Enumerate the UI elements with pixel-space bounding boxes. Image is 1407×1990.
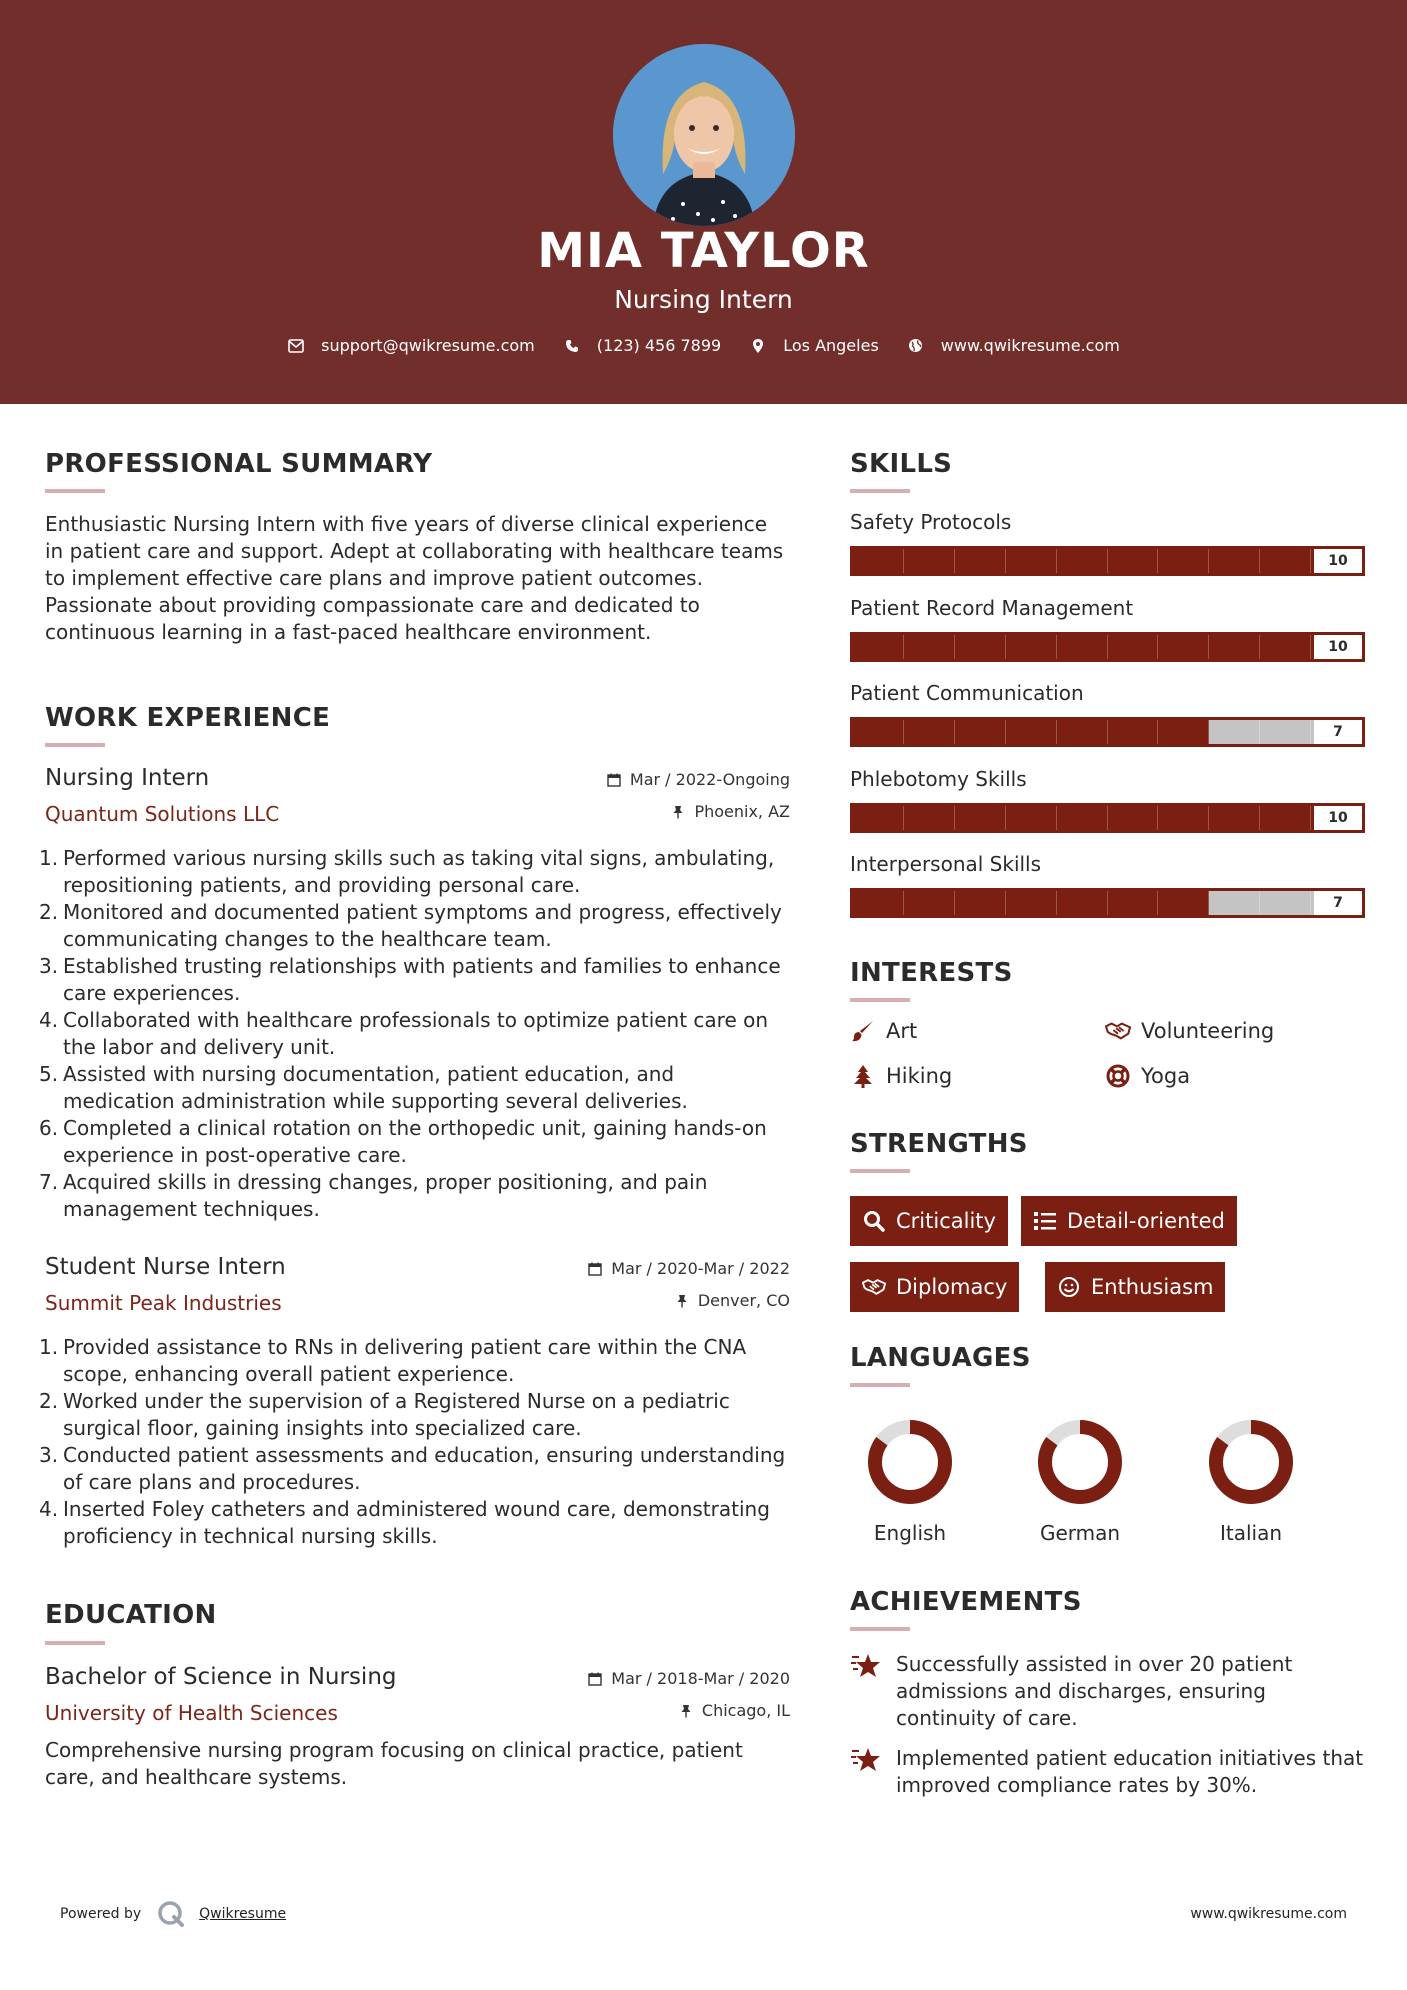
list-item: 4. Inserted Foley catheters and administered wound care, demonstrating proficiency in technical nursing skills. [39, 1497, 770, 1548]
job-date [606, 770, 790, 789]
skill-row [850, 595, 1365, 655]
interest-label: Hiking [886, 1064, 953, 1088]
skill-score: 10 [1314, 635, 1362, 659]
skill-name: Interpersonal Skills [850, 852, 1042, 876]
handshake-icon [1105, 1018, 1131, 1044]
contact-email[interactable] [287, 336, 535, 355]
education-entry [45, 1664, 790, 1794]
language-level-donut [865, 1417, 955, 1507]
list-item: 4. Collaborated with healthcare professionals to optimize patient care on the labor and delivery unit. [39, 1008, 769, 1059]
strength-badge [850, 1196, 1008, 1246]
avatar [613, 44, 795, 226]
skill-segment [1108, 720, 1159, 744]
skills-heading: SKILLS [850, 449, 953, 479]
list-item: 1. Provided assistance to RNs in delivering patient care within the CNA scope, enhancing overall patient experience. [39, 1335, 747, 1386]
job-entry [39, 1254, 790, 1554]
map-pin-icon [749, 337, 767, 355]
skill-segment [955, 806, 1006, 830]
list-item: 1. Performed various nursing skills such as taking vital signs, ambulating, repositioning patients, and providing personal care. [39, 846, 775, 897]
footer-website[interactable]: www.qwikresume.com [1190, 1906, 1347, 1922]
skill-level-bar [850, 546, 1365, 576]
section-divider [45, 489, 105, 493]
skill-row [850, 852, 1365, 911]
achievement-item [850, 1745, 1370, 1799]
skill-segment [1158, 720, 1209, 744]
skill-segment [955, 891, 1006, 915]
job-company: Quantum Solutions LLC [45, 802, 280, 826]
interest-label: Yoga [1141, 1064, 1191, 1088]
skill-segment [1006, 549, 1057, 573]
language-item [1186, 1417, 1316, 1545]
interest-label: Art [886, 1019, 918, 1043]
skill-row [850, 766, 1365, 826]
education-heading: EDUCATION [45, 1600, 217, 1630]
list-item: 2. Worked under the supervision of a Registered Nurse on a pediatric surgical floor, gaining insights into specialized care. [39, 1389, 730, 1440]
search-icon [862, 1209, 886, 1233]
contact-location [749, 336, 879, 355]
list-item: 3. Established trusting relationships with patients and families to enhance care experiences. [39, 954, 781, 1005]
skill-level-bar [850, 803, 1365, 833]
list-item: 6. Completed a clinical rotation on the orthopedic unit, gaining hands-on experience in post-operative care. [39, 1116, 767, 1167]
skill-level-bar [850, 632, 1365, 662]
skill-segment [1209, 635, 1260, 659]
strength-label: Enthusiasm [1091, 1275, 1214, 1299]
powered-by-label: Powered by [60, 1906, 142, 1922]
skill-segment [955, 635, 1006, 659]
smile-icon [1057, 1275, 1081, 1299]
skill-segment [853, 635, 904, 659]
skill-segment [1057, 806, 1108, 830]
job-date-text: Mar / 2022-Ongoing [629, 770, 790, 789]
skill-segment [1158, 549, 1209, 573]
contact-phone-text: (123) 456 7899 [596, 336, 722, 355]
strength-badge [1045, 1262, 1225, 1312]
skill-segment [1057, 549, 1108, 573]
job-date [587, 1259, 790, 1278]
languages-heading: LANGUAGES [850, 1343, 1031, 1373]
list-item: 3. Conducted patient assessments and education, ensuring understanding of care plans and procedures. [39, 1443, 786, 1494]
skill-segment [1006, 720, 1057, 744]
language-item [1015, 1417, 1145, 1545]
work-heading: WORK EXPERIENCE [45, 703, 331, 733]
achievement-text: Implemented patient education initiatives that improved compliance rates by 30%. [896, 1746, 1364, 1797]
section-divider [850, 1169, 910, 1173]
contact-location-text: Los Angeles [783, 336, 879, 355]
strengths-heading: STRENGTHS [850, 1129, 1028, 1159]
skill-segment [853, 720, 904, 744]
skill-segment [904, 891, 955, 915]
skill-row [850, 510, 1365, 569]
job-location-text: Denver, CO [697, 1291, 790, 1310]
qwikresume-link[interactable]: Qwikresume [199, 1906, 287, 1922]
section-divider [45, 743, 105, 747]
strength-badge [850, 1262, 1019, 1312]
skill-segment [1108, 891, 1159, 915]
skill-row [850, 681, 1365, 740]
job-date-text: Mar / 2020-Mar / 2022 [611, 1259, 790, 1278]
job-location [670, 802, 790, 821]
skill-segment [853, 806, 904, 830]
skill-segment [955, 720, 1006, 744]
calendar-icon [587, 1261, 603, 1277]
list-item: 5. Assisted with nursing documentation, patient education, and medication administration while supporting several deliveries. [39, 1062, 688, 1113]
skill-segment [853, 891, 904, 915]
skill-level-bar [850, 717, 1365, 747]
summary-text: Enthusiastic Nursing Intern with five years of diverse clinical experience in patient care and support. Adept at collaborating with healthcare teams to implement effective care plans and improve patient outcomes. Passionate about providing compassionate care and dedicated to continuous learning in a fast-paced healthcare environment. [45, 512, 784, 644]
contact-phone[interactable] [563, 336, 721, 355]
skill-segment [1057, 720, 1108, 744]
skill-segment [1260, 635, 1311, 659]
strength-badge [1021, 1196, 1237, 1246]
skill-segment [1209, 891, 1260, 915]
paintbrush-icon [850, 1018, 876, 1044]
language-level-donut [1035, 1417, 1125, 1507]
handshake-icon [862, 1275, 886, 1299]
section-divider [850, 1383, 910, 1387]
envelope-icon [287, 337, 305, 355]
calendar-icon [587, 1671, 603, 1687]
skill-level-bar [850, 888, 1365, 918]
skill-segment [1209, 720, 1260, 744]
education-location-text: Chicago, IL [701, 1701, 790, 1720]
education-date [587, 1669, 790, 1688]
skill-segment [1260, 806, 1311, 830]
interest-label: Volunteering [1141, 1019, 1275, 1043]
section-divider [45, 1641, 105, 1645]
candidate-role: Nursing Intern [614, 285, 793, 314]
resume-header [0, 0, 1407, 404]
skill-segment [1260, 891, 1311, 915]
contact-website-text: www.qwikresume.com [940, 336, 1120, 355]
interest-volunteering [1105, 1018, 1274, 1044]
interest-hiking [850, 1063, 952, 1089]
strength-label: Diplomacy [896, 1275, 1008, 1299]
globe-icon [907, 337, 925, 355]
skill-segment [1006, 806, 1057, 830]
school-name: University of Health Sciences [45, 1701, 338, 1725]
skill-segment [1158, 806, 1209, 830]
job-company: Summit Peak Industries [45, 1291, 282, 1315]
skill-segment [1260, 549, 1311, 573]
language-name: Italian [1219, 1521, 1283, 1545]
pushpin-icon [670, 804, 686, 820]
job-location-text: Phoenix, AZ [694, 802, 790, 821]
skill-segment [955, 549, 1006, 573]
list-item: 7. Acquired skills in dressing changes, proper positioning, and pain management techniques. [39, 1170, 708, 1221]
lifebuoy-icon [1105, 1063, 1131, 1089]
skill-segment [1108, 635, 1159, 659]
skill-segment [1108, 549, 1159, 573]
education-location [678, 1701, 790, 1720]
pushpin-icon [678, 1703, 694, 1719]
job-bullets [39, 1334, 790, 1550]
job-bullets [39, 845, 790, 1223]
skill-score: 7 [1314, 720, 1362, 744]
skill-segment [904, 720, 955, 744]
language-item [845, 1417, 975, 1545]
skill-segment [904, 635, 955, 659]
language-name: English [873, 1521, 947, 1545]
job-entry [39, 765, 790, 1225]
skill-score: 7 [1314, 891, 1362, 915]
skill-name: Patient Record Management [850, 595, 1134, 620]
phone-icon [563, 337, 581, 355]
qwikresume-logo-icon [157, 1900, 185, 1928]
skill-segment [853, 549, 904, 573]
achievement-text: Successfully assisted in over 20 patient admissions and discharges, ensuring continuity of care. [896, 1652, 1293, 1730]
skill-score: 10 [1314, 549, 1362, 573]
star-badge-icon [850, 1745, 884, 1775]
skill-segment [1209, 549, 1260, 573]
skill-segment [1108, 806, 1159, 830]
section-divider [850, 489, 910, 493]
skill-segment [904, 806, 955, 830]
pushpin-icon [674, 1293, 690, 1309]
section-divider [850, 1627, 910, 1631]
interests-heading: INTERESTS [850, 958, 1013, 988]
summary-heading: PROFESSIONAL SUMMARY [45, 449, 433, 479]
skill-name: Patient Communication [850, 681, 1084, 705]
footer-powered-by [60, 1900, 286, 1928]
contact-email-text: support@qwikresume.com [321, 336, 535, 355]
degree-title: Bachelor of Science in Nursing [45, 1664, 397, 1690]
skill-segment [1006, 891, 1057, 915]
contact-website[interactable] [907, 336, 1120, 355]
star-badge-icon [850, 1651, 884, 1681]
strength-label: Detail-oriented [1067, 1209, 1225, 1233]
skill-segment [1158, 635, 1209, 659]
language-name: German [1039, 1521, 1121, 1545]
profile-photo [613, 44, 795, 226]
skill-segment [904, 549, 955, 573]
interest-art [850, 1018, 917, 1044]
job-title: Nursing Intern [45, 765, 210, 791]
tree-icon [850, 1063, 876, 1089]
achievements-heading: ACHIEVEMENTS [850, 1587, 1082, 1617]
list-icon [1033, 1209, 1057, 1233]
job-title: Student Nurse Intern [45, 1254, 286, 1280]
list-item: 2. Monitored and documented patient symptoms and progress, effectively communicating changes to the healthcare team. [39, 900, 782, 951]
section-divider [850, 998, 910, 1002]
skill-segment [1260, 720, 1311, 744]
education-description: Comprehensive nursing program focusing on clinical practice, patient care, and healthcare systems. [45, 1738, 743, 1789]
achievement-item [850, 1651, 1370, 1732]
skill-name: Safety Protocols [850, 510, 1012, 534]
skill-segment [1209, 806, 1260, 830]
skill-segment [1057, 891, 1108, 915]
skill-segment [1057, 635, 1108, 659]
skill-name: Phlebotomy Skills [850, 766, 1027, 791]
contact-bar [0, 336, 1407, 355]
skill-segment [1158, 891, 1209, 915]
strength-label: Criticality [896, 1209, 996, 1233]
skill-segment [1006, 635, 1057, 659]
education-date-text: Mar / 2018-Mar / 2020 [611, 1669, 790, 1688]
candidate-name: MIA TAYLOR [537, 223, 870, 279]
interest-yoga [1105, 1063, 1190, 1089]
skill-score: 10 [1314, 806, 1362, 830]
language-level-donut [1206, 1417, 1296, 1507]
calendar-icon [606, 772, 622, 788]
job-location [674, 1291, 790, 1310]
